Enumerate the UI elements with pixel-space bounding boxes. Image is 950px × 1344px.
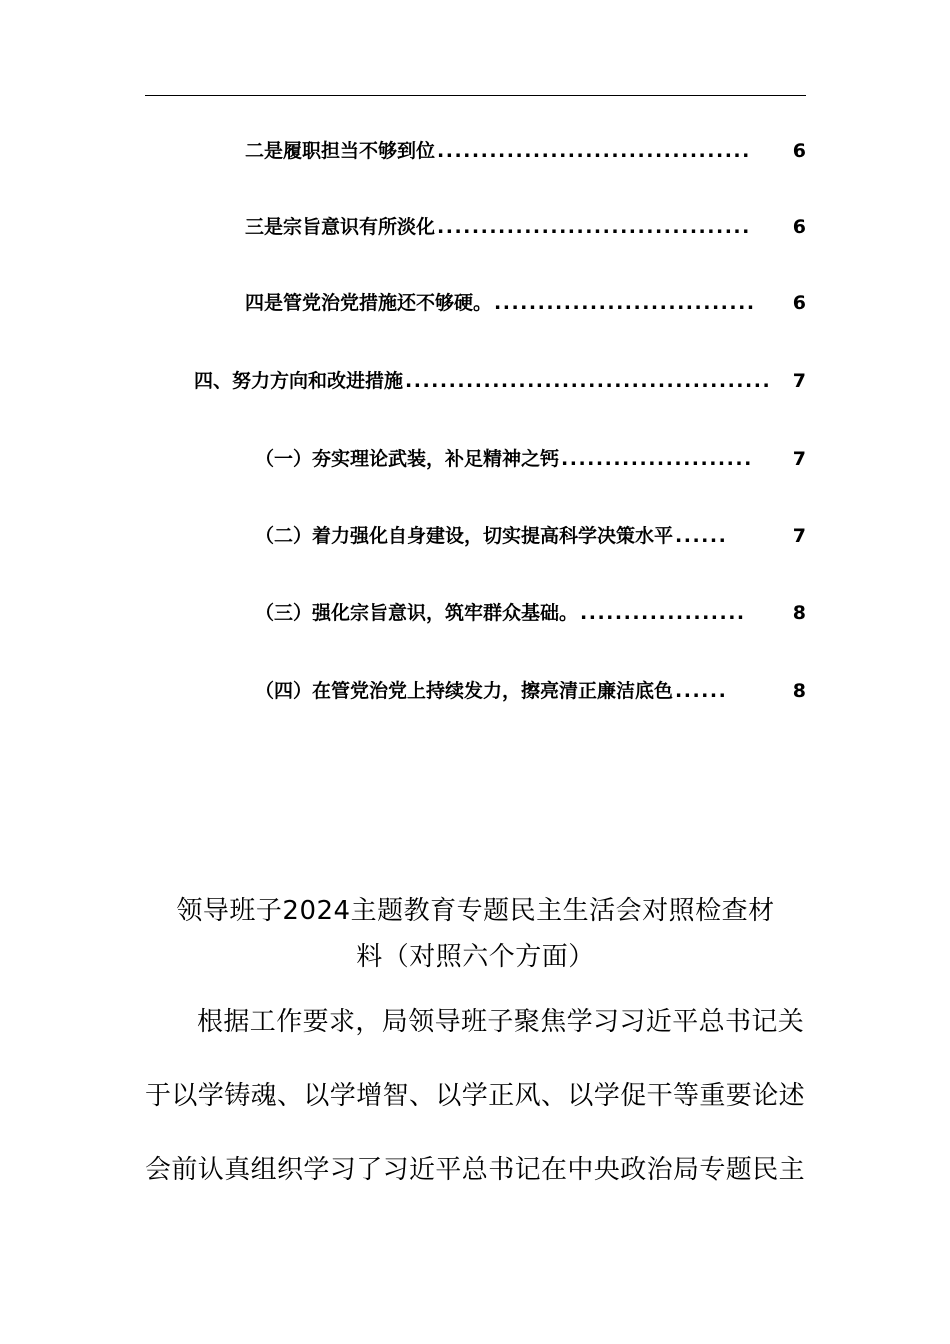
toc-entry-text: （三）强化宗旨意识，筑牢群众基础。 — [255, 602, 579, 624]
toc-entry[interactable] — [255, 521, 806, 551]
toc-entry-text: （一）夯实理论武装，补足精神之钙 — [255, 448, 560, 470]
toc-page-number: 6 — [792, 292, 806, 314]
toc-leader-dots: .................................... — [437, 216, 751, 238]
toc-leader-dots: ...................... — [561, 448, 753, 470]
toc-entry[interactable] — [245, 212, 806, 242]
toc-page-number: 6 — [792, 216, 806, 238]
document-title-line: 领导班子2024主题教育专题民主生活会对照检查材 — [176, 896, 775, 926]
paragraph-line: 于以学铸魂、以学增智、以学正风、以学促干等重要论述 — [145, 1081, 806, 1111]
toc-leader-dots: ...... — [675, 680, 728, 702]
header-rule — [145, 95, 806, 96]
body-paragraph — [145, 1151, 806, 1189]
toc-leader-dots: .......................................... — [405, 370, 772, 392]
toc-entry[interactable] — [194, 366, 806, 396]
toc-page-number: 6 — [792, 140, 806, 162]
toc-leader-dots: ...... — [675, 525, 728, 547]
toc-entry-text: （四）在管党治党上持续发力，擦亮清正廉洁底色 — [255, 680, 674, 702]
toc-entry-text: 三是宗旨意识有所淡化 — [245, 216, 436, 238]
toc-page-number: 8 — [792, 680, 806, 702]
toc-leader-dots: ................... — [580, 602, 746, 624]
toc-entry[interactable] — [255, 598, 806, 628]
toc-entry-text: 四是管党治党措施还不够硬。 — [245, 292, 493, 314]
toc-page-number: 7 — [792, 525, 806, 547]
toc-entry[interactable] — [255, 676, 806, 706]
paragraph-line: 会前认真组织学习了习近平总书记在中央政治局专题民主 — [145, 1155, 806, 1185]
toc-entry[interactable] — [245, 136, 806, 166]
toc-page-number: 8 — [792, 602, 806, 624]
toc-page-number: 7 — [792, 370, 806, 392]
document-title-line: 料（对照六个方面） — [356, 942, 595, 972]
toc-entry-text: 四、努力方向和改进措施 — [194, 370, 404, 392]
toc-leader-dots: .................................... — [437, 140, 751, 162]
toc-entry[interactable] — [245, 288, 806, 318]
paragraph-line: 根据工作要求，局领导班子聚焦学习习近平总书记关 — [197, 1007, 805, 1037]
toc-entry[interactable] — [255, 444, 806, 474]
toc-entry-text: 二是履职担当不够到位 — [245, 140, 436, 162]
toc-page-number: 7 — [792, 448, 806, 470]
toc-entry-text: （二）着力强化自身建设，切实提高科学决策水平 — [255, 525, 674, 547]
body-paragraph — [145, 1003, 806, 1041]
document-title — [145, 888, 806, 980]
toc-leader-dots: .............................. — [494, 292, 756, 314]
body-paragraph — [145, 1077, 806, 1115]
